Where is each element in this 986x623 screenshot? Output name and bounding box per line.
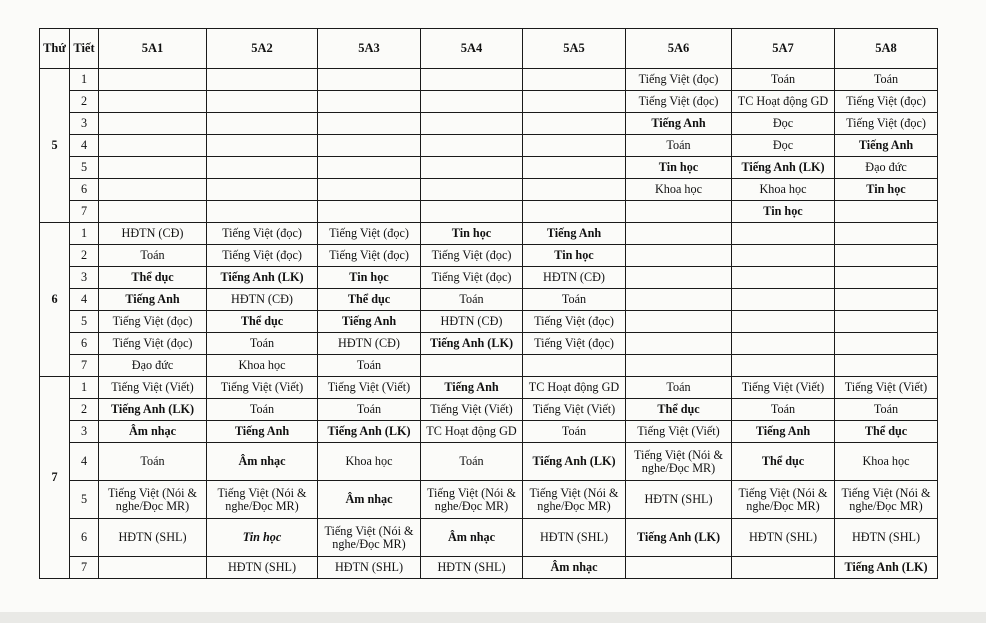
subject-cell xyxy=(523,69,626,91)
subject-cell: Tiếng Việt (Nói & nghe/Đọc MR) xyxy=(732,481,835,519)
table-row xyxy=(40,223,938,245)
subject-cell xyxy=(99,91,207,113)
subject-cell: Thể dục xyxy=(626,399,732,421)
subject-cell: Đạo đức xyxy=(99,355,207,377)
subject-cell: Tiếng Anh (LK) xyxy=(318,421,421,443)
subject-cell: Thể dục xyxy=(318,289,421,311)
subject-cell: Tiếng Việt (đọc) xyxy=(626,91,732,113)
period-cell: 2 xyxy=(70,245,99,267)
subject-cell: Tiếng Việt (đọc) xyxy=(421,245,523,267)
header-cell: Tiết xyxy=(70,29,99,69)
subject-cell xyxy=(523,201,626,223)
subject-cell: Tiếng Việt (Nói & nghe/Đọc MR) xyxy=(421,481,523,519)
period-cell: 6 xyxy=(70,179,99,201)
period-cell: 1 xyxy=(70,69,99,91)
table-row xyxy=(40,289,938,311)
period-cell: 4 xyxy=(70,289,99,311)
subject-cell xyxy=(626,557,732,579)
subject-cell: Tiếng Anh (LK) xyxy=(523,443,626,481)
table-row xyxy=(40,377,938,399)
table-row xyxy=(40,245,938,267)
subject-cell: Tiếng Việt (đọc) xyxy=(421,267,523,289)
subject-cell: Khoa học xyxy=(732,179,835,201)
period-cell: 3 xyxy=(70,421,99,443)
subject-cell xyxy=(318,91,421,113)
subject-cell xyxy=(835,245,938,267)
subject-cell: Khoa học xyxy=(626,179,732,201)
subject-cell xyxy=(318,157,421,179)
subject-cell: Toán xyxy=(207,399,318,421)
table-row xyxy=(40,201,938,223)
subject-cell: Tiếng Việt (Viết) xyxy=(207,377,318,399)
subject-cell: Tiếng Việt (Viết) xyxy=(732,377,835,399)
subject-cell xyxy=(523,135,626,157)
subject-cell: Tiếng Việt (đọc) xyxy=(318,245,421,267)
table-row xyxy=(40,157,938,179)
subject-cell: Âm nhạc xyxy=(207,443,318,481)
subject-cell xyxy=(318,113,421,135)
period-cell: 5 xyxy=(70,481,99,519)
subject-cell: Tiếng Việt (Nói & nghe/Đọc MR) xyxy=(835,481,938,519)
subject-cell xyxy=(421,201,523,223)
subject-cell: Tiếng Việt (đọc) xyxy=(835,91,938,113)
subject-cell xyxy=(732,245,835,267)
table-row xyxy=(40,113,938,135)
table-row xyxy=(40,481,938,519)
subject-cell: Tiếng Anh xyxy=(99,289,207,311)
period-cell: 1 xyxy=(70,223,99,245)
subject-cell xyxy=(732,333,835,355)
subject-cell: Tin học xyxy=(732,201,835,223)
header-cell: 5A2 xyxy=(207,29,318,69)
subject-cell xyxy=(421,91,523,113)
subject-cell: Toán xyxy=(835,69,938,91)
subject-cell: Toán xyxy=(421,443,523,481)
subject-cell xyxy=(626,201,732,223)
subject-cell: Khoa học xyxy=(835,443,938,481)
subject-cell: Tin học xyxy=(523,245,626,267)
subject-cell xyxy=(626,289,732,311)
table-row xyxy=(40,557,938,579)
period-cell: 4 xyxy=(70,443,99,481)
subject-cell: Toán xyxy=(732,69,835,91)
subject-cell xyxy=(99,135,207,157)
period-cell: 2 xyxy=(70,91,99,113)
subject-cell: Tiếng Việt (đọc) xyxy=(99,311,207,333)
header-cell: 5A4 xyxy=(421,29,523,69)
subject-cell: Tiếng Anh xyxy=(207,421,318,443)
period-cell: 6 xyxy=(70,333,99,355)
subject-cell: Tiếng Anh (LK) xyxy=(626,519,732,557)
subject-cell xyxy=(207,179,318,201)
subject-cell: Toán xyxy=(318,399,421,421)
subject-cell: Tiếng Việt (đọc) xyxy=(626,69,732,91)
subject-cell xyxy=(835,223,938,245)
subject-cell xyxy=(523,91,626,113)
subject-cell: TC Hoạt động GD xyxy=(732,91,835,113)
subject-cell: HĐTN (CĐ) xyxy=(207,289,318,311)
period-cell: 5 xyxy=(70,311,99,333)
subject-cell: Toán xyxy=(626,135,732,157)
subject-cell xyxy=(99,113,207,135)
subject-cell xyxy=(626,267,732,289)
subject-cell xyxy=(207,91,318,113)
table-row xyxy=(40,311,938,333)
table-row xyxy=(40,135,938,157)
subject-cell: Tiếng Việt (Nói & nghe/Đọc MR) xyxy=(207,481,318,519)
subject-cell: Tin học xyxy=(835,179,938,201)
table-row xyxy=(40,179,938,201)
subject-cell xyxy=(318,69,421,91)
subject-cell: Toán xyxy=(99,245,207,267)
subject-cell: Tiếng Việt (Viết) xyxy=(99,377,207,399)
day-cell: 6 xyxy=(40,223,70,377)
period-cell: 2 xyxy=(70,399,99,421)
period-cell: 7 xyxy=(70,557,99,579)
subject-cell xyxy=(99,557,207,579)
subject-cell xyxy=(835,201,938,223)
subject-cell: Khoa học xyxy=(318,443,421,481)
table-row xyxy=(40,519,938,557)
subject-cell xyxy=(626,355,732,377)
subject-cell xyxy=(99,201,207,223)
period-cell: 3 xyxy=(70,267,99,289)
subject-cell: Tin học xyxy=(626,157,732,179)
subject-cell: TC Hoạt động GD xyxy=(421,421,523,443)
period-cell: 5 xyxy=(70,157,99,179)
subject-cell: Tiếng Anh (LK) xyxy=(835,557,938,579)
subject-cell: Toán xyxy=(523,289,626,311)
subject-cell: Tiếng Anh (LK) xyxy=(99,399,207,421)
subject-cell: HĐTN (CĐ) xyxy=(421,311,523,333)
subject-cell: Tiếng Anh xyxy=(421,377,523,399)
subject-cell xyxy=(207,157,318,179)
table-row xyxy=(40,421,938,443)
subject-cell xyxy=(318,201,421,223)
subject-cell: Tiếng Việt (đọc) xyxy=(99,333,207,355)
subject-cell: Âm nhạc xyxy=(318,481,421,519)
subject-cell xyxy=(207,113,318,135)
subject-cell xyxy=(421,113,523,135)
period-cell: 1 xyxy=(70,377,99,399)
subject-cell xyxy=(99,69,207,91)
subject-cell: HĐTN (CĐ) xyxy=(99,223,207,245)
subject-cell xyxy=(626,311,732,333)
subject-cell xyxy=(523,179,626,201)
subject-cell: HĐTN (SHL) xyxy=(421,557,523,579)
header-row xyxy=(40,29,938,69)
scan-edge xyxy=(0,612,986,623)
subject-cell: Thể dục xyxy=(835,421,938,443)
subject-cell: Tiếng Việt (Viết) xyxy=(626,421,732,443)
subject-cell: HĐTN (CĐ) xyxy=(523,267,626,289)
subject-cell xyxy=(421,69,523,91)
period-cell: 3 xyxy=(70,113,99,135)
subject-cell xyxy=(421,179,523,201)
subject-cell xyxy=(99,157,207,179)
subject-cell xyxy=(835,289,938,311)
subject-cell: Tiếng Việt (đọc) xyxy=(835,113,938,135)
subject-cell xyxy=(732,289,835,311)
subject-cell xyxy=(626,333,732,355)
subject-cell: Thể dục xyxy=(732,443,835,481)
subject-cell xyxy=(99,179,207,201)
header-cell: 5A6 xyxy=(626,29,732,69)
subject-cell: Đạo đức xyxy=(835,157,938,179)
subject-cell: Toán xyxy=(732,399,835,421)
subject-cell: Tiếng Việt (đọc) xyxy=(523,333,626,355)
subject-cell xyxy=(523,355,626,377)
header-cell: Thứ xyxy=(40,29,70,69)
table-row xyxy=(40,91,938,113)
table-row xyxy=(40,355,938,377)
table-row xyxy=(40,399,938,421)
subject-cell: Âm nhạc xyxy=(421,519,523,557)
subject-cell: Tiếng Việt (đọc) xyxy=(523,311,626,333)
subject-cell: Tiếng Việt (Nói & nghe/Đọc MR) xyxy=(99,481,207,519)
subject-cell: Toán xyxy=(99,443,207,481)
subject-cell xyxy=(523,113,626,135)
header-cell: 5A7 xyxy=(732,29,835,69)
subject-cell: Tin học xyxy=(318,267,421,289)
subject-cell: Khoa học xyxy=(207,355,318,377)
subject-cell: Toán xyxy=(421,289,523,311)
table-row xyxy=(40,443,938,481)
subject-cell: Tiếng Anh (LK) xyxy=(732,157,835,179)
subject-cell: Tiếng Anh xyxy=(835,135,938,157)
subject-cell: Tiếng Việt (Viết) xyxy=(523,399,626,421)
period-cell: 6 xyxy=(70,519,99,557)
subject-cell: Tiếng Việt (Viết) xyxy=(318,377,421,399)
header-cell: 5A5 xyxy=(523,29,626,69)
subject-cell xyxy=(523,157,626,179)
subject-cell: HĐTN (SHL) xyxy=(626,481,732,519)
subject-cell xyxy=(421,355,523,377)
subject-cell: HĐTN (SHL) xyxy=(99,519,207,557)
subject-cell: Thể dục xyxy=(99,267,207,289)
subject-cell: Tin học xyxy=(421,223,523,245)
subject-cell: Toán xyxy=(318,355,421,377)
subject-cell xyxy=(835,311,938,333)
table-row xyxy=(40,69,938,91)
header-cell: 5A1 xyxy=(99,29,207,69)
subject-cell: TC Hoạt động GD xyxy=(523,377,626,399)
subject-cell xyxy=(732,267,835,289)
subject-cell: Toán xyxy=(835,399,938,421)
subject-cell: HĐTN (SHL) xyxy=(523,519,626,557)
subject-cell xyxy=(732,355,835,377)
subject-cell: Tiếng Việt (Nói & nghe/Đọc MR) xyxy=(523,481,626,519)
subject-cell: Tiếng Việt (Nói & nghe/Đọc MR) xyxy=(318,519,421,557)
day-cell: 5 xyxy=(40,69,70,223)
subject-cell: Tiếng Việt (đọc) xyxy=(207,245,318,267)
subject-cell xyxy=(421,135,523,157)
subject-cell: Tiếng Anh (LK) xyxy=(207,267,318,289)
subject-cell xyxy=(207,135,318,157)
subject-cell: HĐTN (CĐ) xyxy=(318,333,421,355)
subject-cell xyxy=(732,557,835,579)
subject-cell: Toán xyxy=(207,333,318,355)
period-cell: 4 xyxy=(70,135,99,157)
subject-cell: HĐTN (SHL) xyxy=(207,557,318,579)
table-row xyxy=(40,333,938,355)
subject-cell: HĐTN (SHL) xyxy=(835,519,938,557)
header-cell: 5A8 xyxy=(835,29,938,69)
subject-cell: Âm nhạc xyxy=(99,421,207,443)
subject-cell: Tiếng Anh (LK) xyxy=(421,333,523,355)
header-cell: 5A3 xyxy=(318,29,421,69)
subject-cell xyxy=(835,333,938,355)
subject-cell: HĐTN (SHL) xyxy=(732,519,835,557)
subject-cell xyxy=(732,311,835,333)
subject-cell: Đọc xyxy=(732,135,835,157)
subject-cell xyxy=(318,135,421,157)
timetable xyxy=(39,28,938,579)
subject-cell: Tiếng Anh xyxy=(732,421,835,443)
subject-cell: Tiếng Việt (Viết) xyxy=(835,377,938,399)
subject-cell: Tiếng Việt (Viết) xyxy=(421,399,523,421)
subject-cell xyxy=(626,223,732,245)
subject-cell: Tiếng Việt (đọc) xyxy=(318,223,421,245)
subject-cell xyxy=(732,223,835,245)
subject-cell xyxy=(207,69,318,91)
subject-cell: Tin học xyxy=(207,519,318,557)
period-cell: 7 xyxy=(70,355,99,377)
subject-cell: Thể dục xyxy=(207,311,318,333)
subject-cell: Tiếng Anh xyxy=(523,223,626,245)
subject-cell xyxy=(318,179,421,201)
day-cell: 7 xyxy=(40,377,70,579)
subject-cell xyxy=(421,157,523,179)
subject-cell xyxy=(835,267,938,289)
subject-cell xyxy=(626,245,732,267)
table-row xyxy=(40,267,938,289)
subject-cell: Đọc xyxy=(732,113,835,135)
subject-cell: Toán xyxy=(523,421,626,443)
period-cell: 7 xyxy=(70,201,99,223)
subject-cell: HĐTN (SHL) xyxy=(318,557,421,579)
subject-cell: Tiếng Anh xyxy=(318,311,421,333)
subject-cell: Toán xyxy=(626,377,732,399)
subject-cell: Tiếng Anh xyxy=(626,113,732,135)
subject-cell xyxy=(207,201,318,223)
subject-cell: Âm nhạc xyxy=(523,557,626,579)
subject-cell: Tiếng Việt (đọc) xyxy=(207,223,318,245)
subject-cell xyxy=(835,355,938,377)
subject-cell: Tiếng Việt (Nói & nghe/Đọc MR) xyxy=(626,443,732,481)
